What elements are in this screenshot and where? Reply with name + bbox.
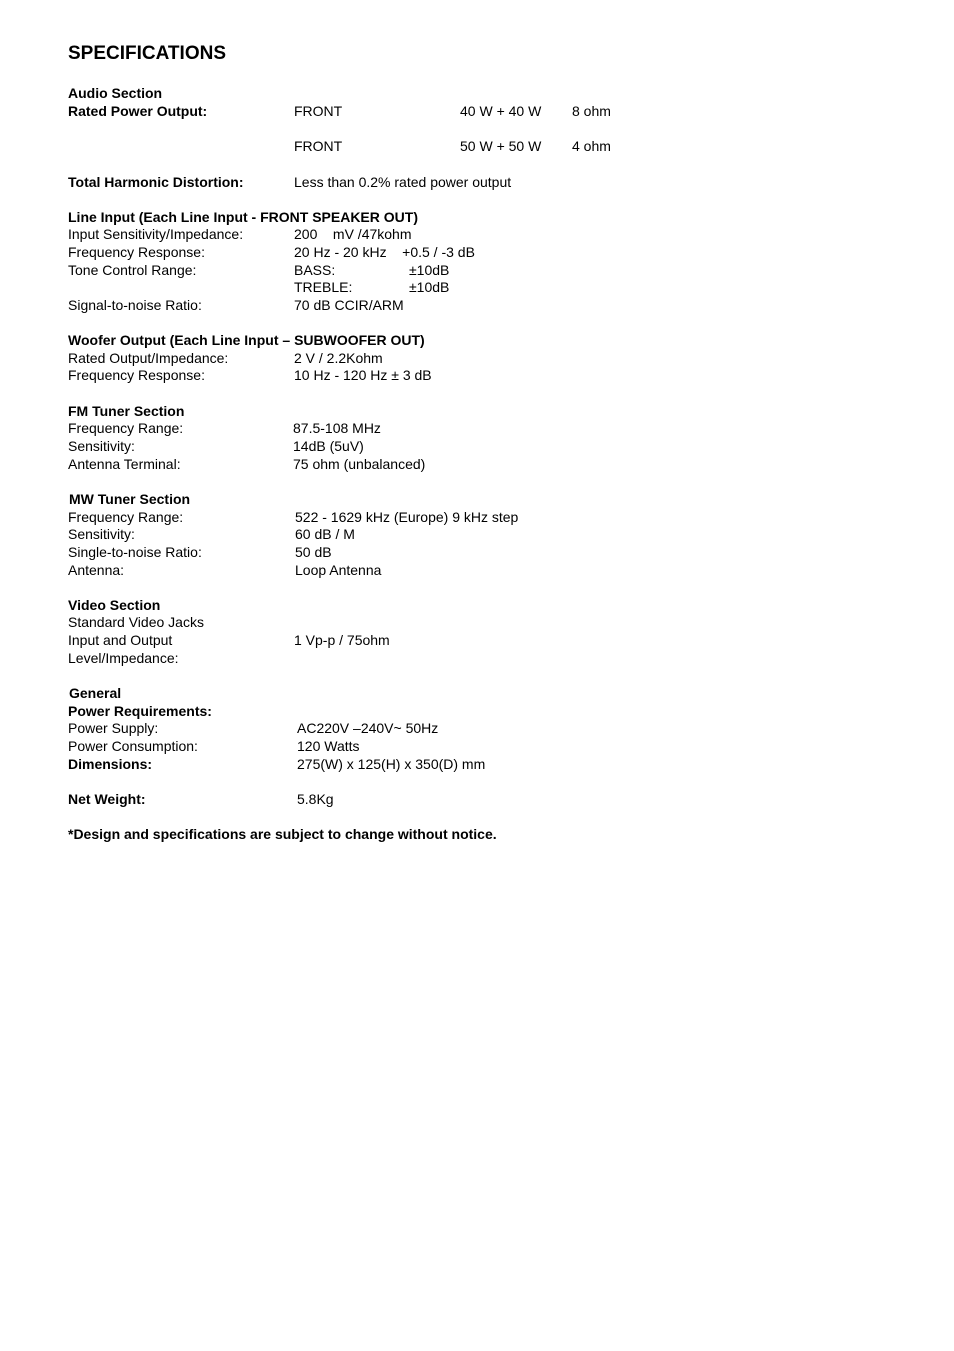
dimensions-value: 275(W) x 125(H) x 350(D) mm [297,756,486,772]
treble-label: TREBLE: [294,279,353,295]
fm-sensitivity-value: 14dB (5uV) [293,438,364,454]
fm-antenna-value: 75 ohm (unbalanced) [293,456,426,472]
bass-value: ±10dB [409,262,450,278]
input-sensitivity-label: Input Sensitivity/Impedance: [68,226,244,242]
video-level-value: 1 Vp-p / 75ohm [294,632,390,648]
video-line-2: Input and Output [68,632,173,648]
snr-label: Signal-to-noise Ratio: [68,297,202,313]
mw-snr-value: 50 dB [295,544,332,560]
mw-sensitivity-value: 60 dB / M [295,526,355,542]
page-title: SPECIFICATIONS [68,43,226,64]
bass-label: BASS: [294,262,336,278]
video-section-heading: Video Section [68,597,161,613]
line-input-heading: Line Input (Each Line Input - FRONT SPEAKER OUT) [68,209,418,225]
power-consumption-label: Power Consumption: [68,738,198,754]
mw-frequency-range-value: 522 - 1629 kHz (Europe) 9 kHz step [295,509,519,525]
mw-antenna-label: Antenna: [68,562,125,578]
thd-label: Total Harmonic Distortion: [68,174,244,190]
power-requirements-label: Power Requirements: [68,703,212,719]
mw-sensitivity-label: Sensitivity: [68,526,135,542]
audio-section-heading: Audio Section [68,85,163,101]
line-frequency-response-label: Frequency Response: [68,244,205,260]
rated-power-channel-1: FRONT [294,103,343,119]
woofer-rated-output-value: 2 V / 2.2Kohm [294,350,383,366]
fm-frequency-range-label: Frequency Range: [68,420,184,436]
snr-value: 70 dB CCIR/ARM [294,297,404,313]
fm-tuner-heading: FM Tuner Section [68,403,185,419]
woofer-frequency-response-label: Frequency Response: [68,367,205,383]
rated-power-label: Rated Power Output: [68,103,208,119]
mw-snr-label: Single-to-noise Ratio: [68,544,202,560]
input-sensitivity-value: 200 mV /47kohm [294,226,412,242]
power-supply-value: AC220V –240V~ 50Hz [297,720,439,736]
rated-power-value-1: 40 W + 40 W [460,103,542,119]
dimensions-label: Dimensions: [68,756,153,772]
woofer-output-heading: Woofer Output (Each Line Input – SUBWOOFER OUT) [68,332,425,348]
line-frequency-response-value: 20 Hz - 20 kHz +0.5 / -3 dB [294,244,475,260]
video-line-1: Standard Video Jacks [68,614,204,630]
power-supply-label: Power Supply: [68,720,159,736]
net-weight-label: Net Weight: [68,791,146,807]
power-consumption-value: 120 Watts [297,738,360,754]
thd-value: Less than 0.2% rated power output [294,174,512,190]
rated-power-impedance-2: 4 ohm [572,138,611,154]
net-weight-value: 5.8Kg [297,791,334,807]
general-heading: General [69,685,122,701]
disclaimer-note: *Design and specifications are subject to change without notice. [68,826,497,842]
mw-antenna-value: Loop Antenna [295,562,382,578]
rated-power-impedance-1: 8 ohm [572,103,611,119]
fm-frequency-range-value: 87.5-108 MHz [293,420,381,436]
mw-tuner-heading: MW Tuner Section [69,491,191,507]
woofer-rated-output-label: Rated Output/Impedance: [68,350,229,366]
mw-frequency-range-label: Frequency Range: [68,509,184,525]
fm-antenna-label: Antenna Terminal: [68,456,181,472]
woofer-frequency-response-value: 10 Hz - 120 Hz ± 3 dB [294,367,432,383]
fm-sensitivity-label: Sensitivity: [68,438,135,454]
treble-value: ±10dB [409,279,450,295]
tone-control-label: Tone Control Range: [68,262,197,278]
video-line-3: Level/Impedance: [68,650,179,666]
rated-power-value-2: 50 W + 50 W [460,138,542,154]
rated-power-channel-2: FRONT [294,138,343,154]
